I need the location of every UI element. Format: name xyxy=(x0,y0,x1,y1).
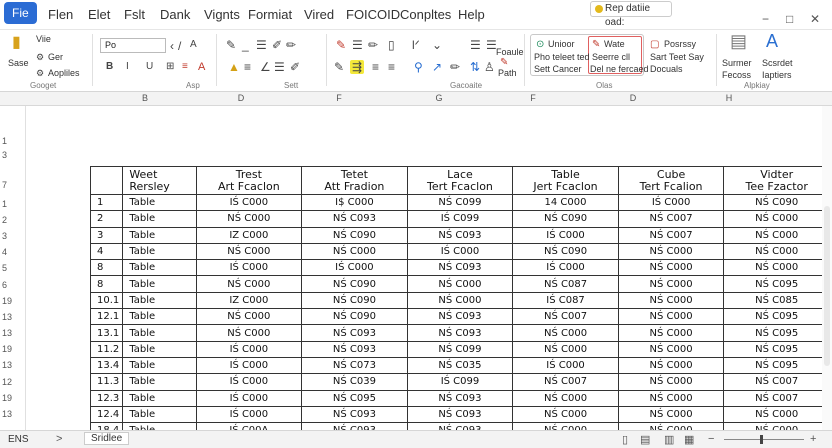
value-cell[interactable]: NŚ C000 xyxy=(618,390,724,406)
align-center-icon[interactable]: ≡ xyxy=(244,60,252,74)
value-cell[interactable]: NŚ C007 xyxy=(513,309,619,325)
table-row xyxy=(91,195,830,211)
style-col2-2[interactable]: Del ne fercaed xyxy=(590,64,649,74)
column-header[interactable]: F xyxy=(336,93,342,103)
table-row xyxy=(91,390,830,406)
underline-icon[interactable]: U xyxy=(146,61,154,72)
value-cell[interactable]: NŚ C093 xyxy=(407,227,513,243)
angle-icon[interactable]: ⌄ xyxy=(432,38,443,52)
value-cell[interactable]: IŚ C000 xyxy=(196,357,302,373)
value-cell[interactable]: NŚ C000 xyxy=(618,292,724,308)
underline-pen-icon[interactable]: _ xyxy=(242,38,249,52)
sheet-nav-next[interactable]: > xyxy=(56,433,63,445)
header-cell[interactable] xyxy=(91,167,123,195)
cut-label[interactable]: Viie xyxy=(36,34,51,44)
row-number[interactable]: 3 xyxy=(2,150,8,160)
editing-item-0[interactable]: Scsrdet xyxy=(762,58,793,68)
value-cell[interactable]: IŚ C000 xyxy=(196,390,302,406)
value-cell[interactable]: NŚ C095 xyxy=(724,309,830,325)
value-cell[interactable]: NŚ C095 xyxy=(724,357,830,373)
format-painter-label[interactable]: Aopliles xyxy=(48,68,80,78)
percent-icon[interactable]: ✏ xyxy=(450,60,461,74)
label-cell[interactable]: Table xyxy=(123,357,196,373)
copy-label[interactable]: Ger xyxy=(48,52,64,62)
value-cell[interactable]: NŚ C000 xyxy=(513,341,619,357)
cells-group-label: Alpkiay xyxy=(744,81,770,90)
paste-label[interactable]: Sase xyxy=(8,58,29,68)
format-label[interactable]: Path xyxy=(498,68,517,78)
header-cell[interactable]: Trest Art Fcaclon xyxy=(196,167,302,195)
align-justify-icon[interactable]: ☰ xyxy=(274,60,285,74)
row-index-cell[interactable]: 11.3 xyxy=(91,374,123,390)
column-header[interactable]: B xyxy=(141,93,148,103)
value-cell[interactable]: IŚ C000 xyxy=(196,195,302,211)
row-number[interactable]: 7 xyxy=(2,180,8,190)
value-cell[interactable]: NŚ C000 xyxy=(724,260,830,276)
page-break-icon[interactable]: ▦ xyxy=(684,434,695,446)
table-row xyxy=(91,341,830,357)
value-cell[interactable]: NŚ C000 xyxy=(618,260,724,276)
value-cell[interactable]: NŚ C039 xyxy=(302,374,408,390)
fill-color-icon[interactable]: ▲ xyxy=(228,60,240,74)
page-layout-icon[interactable]: ▤ xyxy=(640,434,651,446)
value-cell[interactable]: NŚ C000 xyxy=(724,211,830,227)
row-number[interactable]: 2 xyxy=(2,215,8,225)
label-cell[interactable]: Table xyxy=(123,325,196,341)
value-cell[interactable]: NŚ C093 xyxy=(407,390,513,406)
value-cell[interactable]: IŚ C000 xyxy=(196,374,302,390)
value-cell[interactable]: IŚ C000 xyxy=(513,357,619,373)
value-cell[interactable]: IŚ C099 xyxy=(407,374,513,390)
menu-file[interactable]: Fie xyxy=(4,2,37,24)
row-index-cell[interactable]: 8 xyxy=(91,276,123,292)
row-index-cell[interactable]: 8 xyxy=(91,260,123,276)
minimize-button[interactable]: − xyxy=(762,12,770,26)
sheet-nav-label[interactable]: ENS xyxy=(8,434,29,445)
chart-icon[interactable]: ↗ xyxy=(432,60,443,74)
column-header-bar xyxy=(0,92,832,106)
value-cell[interactable]: NŚ C007 xyxy=(513,374,619,390)
row-number[interactable]: 4 xyxy=(2,247,8,257)
value-cell[interactable]: NŚ C007 xyxy=(618,227,724,243)
header-cell[interactable]: Lace Tert Fcaclon xyxy=(407,167,513,195)
edit-icon[interactable]: ✎ xyxy=(334,60,345,74)
value-cell[interactable]: IŚ C000 xyxy=(302,260,408,276)
status-bar xyxy=(0,430,832,448)
row-number[interactable]: 19 xyxy=(2,344,13,354)
menu-help[interactable]: Help xyxy=(458,7,485,22)
value-cell[interactable]: NŚ C000 xyxy=(618,309,724,325)
border-style-icon[interactable]: ✏ xyxy=(368,38,379,52)
label-cell[interactable]: Table xyxy=(123,341,196,357)
menu-layout[interactable]: Fslt xyxy=(124,7,145,22)
value-cell[interactable]: NŚ C000 xyxy=(513,390,619,406)
style-col2-0[interactable]: Wate xyxy=(604,39,625,49)
style-col2-1[interactable]: Seerre cll xyxy=(592,52,631,62)
row-number[interactable]: 19 xyxy=(2,296,13,306)
font-group-label: Asp xyxy=(186,81,200,90)
label-cell[interactable]: Table xyxy=(123,406,196,422)
table-header-row xyxy=(91,167,830,195)
font-shrink-icon[interactable]: ‹ xyxy=(170,39,174,53)
ribbon-separator xyxy=(326,34,327,86)
row-index-cell[interactable]: 12.3 xyxy=(91,390,123,406)
value-cell[interactable]: NŚ C093 xyxy=(302,406,408,422)
column-header[interactable]: H xyxy=(725,93,733,103)
value-cell[interactable]: NŚ C000 xyxy=(196,325,302,341)
alignment-group-label: Sett xyxy=(284,81,299,90)
table-row xyxy=(91,292,830,308)
value-cell[interactable]: I$ C000 xyxy=(302,195,408,211)
merge-icon[interactable]: ✐ xyxy=(290,60,301,74)
row-number[interactable]: 13 xyxy=(2,328,13,338)
value-cell[interactable]: IŚ C000 xyxy=(196,260,302,276)
label-cell[interactable]: Table xyxy=(123,211,196,227)
style-col1-0[interactable]: Unioor xyxy=(548,39,575,49)
value-cell[interactable]: NŚ C090 xyxy=(513,211,619,227)
value-cell[interactable]: IŚ C000 xyxy=(513,227,619,243)
value-cell[interactable]: NŚ C090 xyxy=(724,195,830,211)
value-cell[interactable]: NŚ C090 xyxy=(302,309,408,325)
value-cell[interactable]: NŚ C085 xyxy=(724,292,830,308)
value-cell[interactable]: 14 C000 xyxy=(513,195,619,211)
ribbon-separator xyxy=(716,34,717,86)
row-index-cell[interactable]: 11.2 xyxy=(91,341,123,357)
decrease-font-icon[interactable]: A xyxy=(190,39,197,50)
decimal-icon[interactable]: ⇅ xyxy=(470,60,481,74)
table-row xyxy=(91,357,830,373)
zoom-out-button[interactable]: − xyxy=(708,433,715,445)
value-cell[interactable]: NŚ C090 xyxy=(513,243,619,259)
value-cell[interactable]: IŚ C099 xyxy=(407,211,513,227)
strikethrough-icon[interactable]: ≡ xyxy=(182,61,188,72)
page-break-icon[interactable]: ▥ xyxy=(664,434,675,446)
menu-data[interactable]: Dank xyxy=(160,7,191,22)
label-cell[interactable]: Table xyxy=(123,195,196,211)
menu-tools[interactable]: FOICOID xyxy=(346,7,401,22)
style-col3-2[interactable]: Docuals xyxy=(650,64,683,74)
value-cell[interactable]: NŚ C090 xyxy=(302,227,408,243)
menu-bar xyxy=(0,0,832,30)
table-row xyxy=(91,276,830,292)
highlight-cell-icon[interactable]: ⇶ xyxy=(352,60,363,74)
value-cell[interactable]: NŚ C000 xyxy=(724,406,830,422)
lightbulb-icon xyxy=(595,5,603,13)
value-cell[interactable]: IŚ C000 xyxy=(513,260,619,276)
row-index-cell[interactable]: 13.4 xyxy=(91,357,123,373)
red-pen-icon[interactable]: ✎ xyxy=(336,38,347,52)
value-cell[interactable]: NŚ C087 xyxy=(513,276,619,292)
value-cell[interactable]: NŚ C000 xyxy=(618,243,724,259)
paste-icon[interactable]: ▮ xyxy=(12,34,21,51)
value-cell[interactable]: NŚ C000 xyxy=(407,276,513,292)
value-cell[interactable]: NŚ C099 xyxy=(407,195,513,211)
table-row xyxy=(91,309,830,325)
value-cell[interactable]: NŚ C093 xyxy=(302,341,408,357)
currency-icon[interactable]: ▯ xyxy=(388,38,395,52)
row-number[interactable]: 13 xyxy=(2,312,13,322)
column-header[interactable]: G xyxy=(435,93,443,103)
header-cell[interactable]: Vidter Tee Fzactor xyxy=(724,167,830,195)
label-cell[interactable]: Table xyxy=(123,309,196,325)
cells-item-0[interactable]: Surmer xyxy=(722,58,752,68)
ribbon-separator xyxy=(216,34,217,86)
row-number[interactable]: 1 xyxy=(2,136,8,146)
value-cell[interactable]: NŚ C000 xyxy=(513,325,619,341)
value-cell[interactable]: NŚ C000 xyxy=(196,276,302,292)
value-cell[interactable]: NŚ C000 xyxy=(407,292,513,308)
value-cell[interactable]: NŚ C007 xyxy=(724,390,830,406)
scrollbar-thumb[interactable] xyxy=(824,206,830,366)
styles-group-label: Olas xyxy=(596,81,613,90)
value-cell[interactable]: NŚ C090 xyxy=(302,292,408,308)
italic-slash-icon[interactable]: / xyxy=(178,39,182,53)
format-icon[interactable]: ✎ xyxy=(500,57,509,68)
column-header[interactable]: D xyxy=(237,93,245,103)
row-index-cell[interactable]: 2 xyxy=(91,211,123,227)
header-cell[interactable]: Weet Rersley xyxy=(123,167,196,195)
label-cell[interactable]: Table xyxy=(123,243,196,259)
label-cell[interactable]: Table xyxy=(123,374,196,390)
format-painter-icon[interactable]: ⚙ xyxy=(36,68,45,78)
cells-item-1[interactable]: Fecoss xyxy=(722,70,752,80)
value-cell[interactable]: NŚ C000 xyxy=(618,276,724,292)
value-cell[interactable]: NŚ C099 xyxy=(407,341,513,357)
value-cell[interactable]: NŚ C000 xyxy=(196,211,302,227)
font-name-select[interactable]: Po xyxy=(100,38,166,53)
value-cell[interactable]: NŚ C007 xyxy=(724,374,830,390)
find-icon[interactable]: ⚲ xyxy=(414,60,423,74)
marker-icon[interactable]: ✐ xyxy=(272,38,283,52)
text-style-icon[interactable]: A xyxy=(766,31,779,51)
style-warn-icon: ✎ xyxy=(592,39,601,50)
style-col1-1[interactable]: Pho teleet ted xyxy=(534,52,590,62)
menu-review[interactable]: Vignts xyxy=(204,7,240,22)
align-right-icon[interactable]: ≡ xyxy=(388,60,396,74)
normal-view-icon[interactable]: ▯ xyxy=(622,434,629,446)
row-number[interactable]: 13 xyxy=(2,409,13,419)
row-index-cell[interactable]: 1 xyxy=(91,195,123,211)
value-cell[interactable]: NŚ C095 xyxy=(302,390,408,406)
zoom-thumb[interactable] xyxy=(760,435,763,444)
ribbon-separator xyxy=(524,34,525,86)
value-cell[interactable]: IZ C000 xyxy=(196,227,302,243)
ribbon-separator xyxy=(92,34,93,86)
table-row xyxy=(91,211,830,227)
value-cell[interactable]: NŚ C093 xyxy=(407,309,513,325)
value-cell[interactable]: NŚ C000 xyxy=(618,325,724,341)
table-row xyxy=(91,227,830,243)
sort-icon[interactable]: ♙ xyxy=(484,60,495,74)
menu-format[interactable]: Formiat xyxy=(248,7,293,22)
value-cell[interactable]: NŚ C093 xyxy=(407,406,513,422)
row-number[interactable]: 13 xyxy=(2,360,13,370)
list-icon[interactable]: ☰ xyxy=(256,38,267,52)
value-cell[interactable]: NŚ C095 xyxy=(724,325,830,341)
table-row xyxy=(91,325,830,341)
value-cell[interactable]: NŚ C093 xyxy=(407,325,513,341)
sheet-tab[interactable]: Sridlee xyxy=(84,432,129,445)
row-index-cell[interactable]: 4 xyxy=(91,243,123,259)
value-cell[interactable]: NŚ C000 xyxy=(618,341,724,357)
value-cell[interactable]: IŚ C000 xyxy=(618,195,724,211)
row-index-cell[interactable]: 10.1 xyxy=(91,292,123,308)
value-cell[interactable]: IŚ C000 xyxy=(196,406,302,422)
row-header-strip xyxy=(0,106,26,430)
row-number[interactable]: 12 xyxy=(2,377,13,387)
label-cell[interactable]: Table xyxy=(123,276,196,292)
menu-complete[interactable]: Conpltes xyxy=(400,7,452,22)
row-number[interactable]: 5 xyxy=(2,263,8,273)
indent-icon[interactable]: ☰ xyxy=(470,38,481,52)
label-cell[interactable]: Table xyxy=(123,227,196,243)
value-cell[interactable]: NŚ C035 xyxy=(407,357,513,373)
value-cell[interactable]: NŚ C095 xyxy=(724,276,830,292)
style-cell-icon: ⊙ xyxy=(536,39,545,50)
menu-insert[interactable]: Elet xyxy=(88,7,111,22)
row-index-cell[interactable]: 3 xyxy=(91,227,123,243)
row-number[interactable]: 6 xyxy=(2,280,8,290)
value-cell[interactable]: NŚ C000 xyxy=(196,243,302,259)
value-cell[interactable]: NŚ C093 xyxy=(302,211,408,227)
align-left-icon[interactable]: ≡ xyxy=(372,60,380,74)
row-number[interactable]: 19 xyxy=(2,393,13,403)
search-input[interactable] xyxy=(590,1,672,28)
number-group-label: Gacoaite xyxy=(450,81,483,90)
value-cell[interactable]: NŚ C093 xyxy=(302,325,408,341)
table-row xyxy=(91,406,830,422)
label-cell[interactable]: Table xyxy=(123,390,196,406)
value-cell[interactable]: NŚ C000 xyxy=(618,357,724,373)
font-color-icon[interactable]: A xyxy=(198,61,206,73)
close-button[interactable]: ✕ xyxy=(810,12,821,26)
header-cell[interactable]: Tetet Att Fradion xyxy=(302,167,408,195)
value-cell[interactable]: NŚ C000 xyxy=(513,406,619,422)
value-cell[interactable]: NŚ C000 xyxy=(724,243,830,259)
value-cell[interactable]: NŚ C073 xyxy=(302,357,408,373)
value-cell[interactable]: IZ C000 xyxy=(196,292,302,308)
italic-icon[interactable]: I xyxy=(126,61,129,72)
editing-item-1[interactable]: Iaptiers xyxy=(762,70,792,80)
menu-home[interactable]: Flen xyxy=(48,7,74,22)
row-index-cell[interactable]: 12.1 xyxy=(91,309,123,325)
value-cell[interactable]: IŚ C000 xyxy=(196,341,302,357)
search-text: Rep datiie oad: xyxy=(605,3,651,28)
value-cell[interactable]: NŚ C090 xyxy=(302,276,408,292)
column-header[interactable]: F xyxy=(530,93,536,103)
fraction-icon[interactable]: lᐟ xyxy=(412,38,420,52)
table-row xyxy=(91,374,830,390)
label-cell[interactable]: Table xyxy=(123,292,196,308)
row-index-cell[interactable]: 12.4 xyxy=(91,406,123,422)
value-cell[interactable]: NŚ C000 xyxy=(196,309,302,325)
value-cell[interactable]: NŚ C000 xyxy=(618,406,724,422)
value-cell[interactable]: NŚ C000 xyxy=(724,227,830,243)
clipboard-group-label: Googet xyxy=(30,81,57,90)
pen-icon[interactable]: ✎ xyxy=(226,38,237,52)
zoom-in-button[interactable]: + xyxy=(810,433,817,445)
zoom-slider[interactable] xyxy=(724,439,804,440)
label-cell[interactable]: Table xyxy=(123,260,196,276)
row-number[interactable]: 3 xyxy=(2,231,8,241)
style-col1-2[interactable]: Sett Cancer xyxy=(534,64,582,74)
column-header[interactable]: D xyxy=(629,93,637,103)
value-cell[interactable]: NŚ C007 xyxy=(618,211,724,227)
ribbon xyxy=(0,30,832,92)
table-row xyxy=(91,260,830,276)
value-cell[interactable]: NŚ C000 xyxy=(618,374,724,390)
data-table xyxy=(90,166,830,439)
maximize-button[interactable]: □ xyxy=(786,12,794,26)
number-format-icon[interactable]: ☰ xyxy=(352,38,363,52)
outdent-icon[interactable]: ☰ xyxy=(486,38,497,52)
value-cell[interactable]: IŚ C000 xyxy=(407,243,513,259)
value-cell[interactable]: NŚ C093 xyxy=(407,260,513,276)
text-direction-icon[interactable]: ∠ xyxy=(260,60,271,74)
borders-icon[interactable]: ⊞ xyxy=(166,61,175,72)
style-col3-0[interactable]: Posrssy xyxy=(664,39,697,49)
style-format-icon: ▢ xyxy=(650,39,660,50)
header-cell[interactable]: Table Jert Fcaclon xyxy=(513,167,619,195)
value-cell[interactable]: NŚ C000 xyxy=(302,243,408,259)
header-cell[interactable]: Cube Tert Fcalion xyxy=(618,167,724,195)
table-row xyxy=(91,243,830,259)
highlight-pen-icon[interactable]: ✏ xyxy=(286,38,297,52)
formula-label[interactable]: Foaule xyxy=(496,47,524,57)
copy-icon[interactable]: ⚙ xyxy=(36,52,45,62)
bold-icon[interactable]: B xyxy=(106,61,114,72)
vertical-scrollbar[interactable] xyxy=(822,106,832,430)
value-cell[interactable]: IŚ C087 xyxy=(513,292,619,308)
row-index-cell[interactable]: 13.1 xyxy=(91,325,123,341)
insert-sheet-icon[interactable]: ▤ xyxy=(730,31,748,51)
style-col3-1[interactable]: Sart Teet Say xyxy=(650,52,704,62)
menu-view[interactable]: Vired xyxy=(304,7,335,22)
value-cell[interactable]: NŚ C095 xyxy=(724,341,830,357)
row-number[interactable]: 1 xyxy=(2,199,8,209)
